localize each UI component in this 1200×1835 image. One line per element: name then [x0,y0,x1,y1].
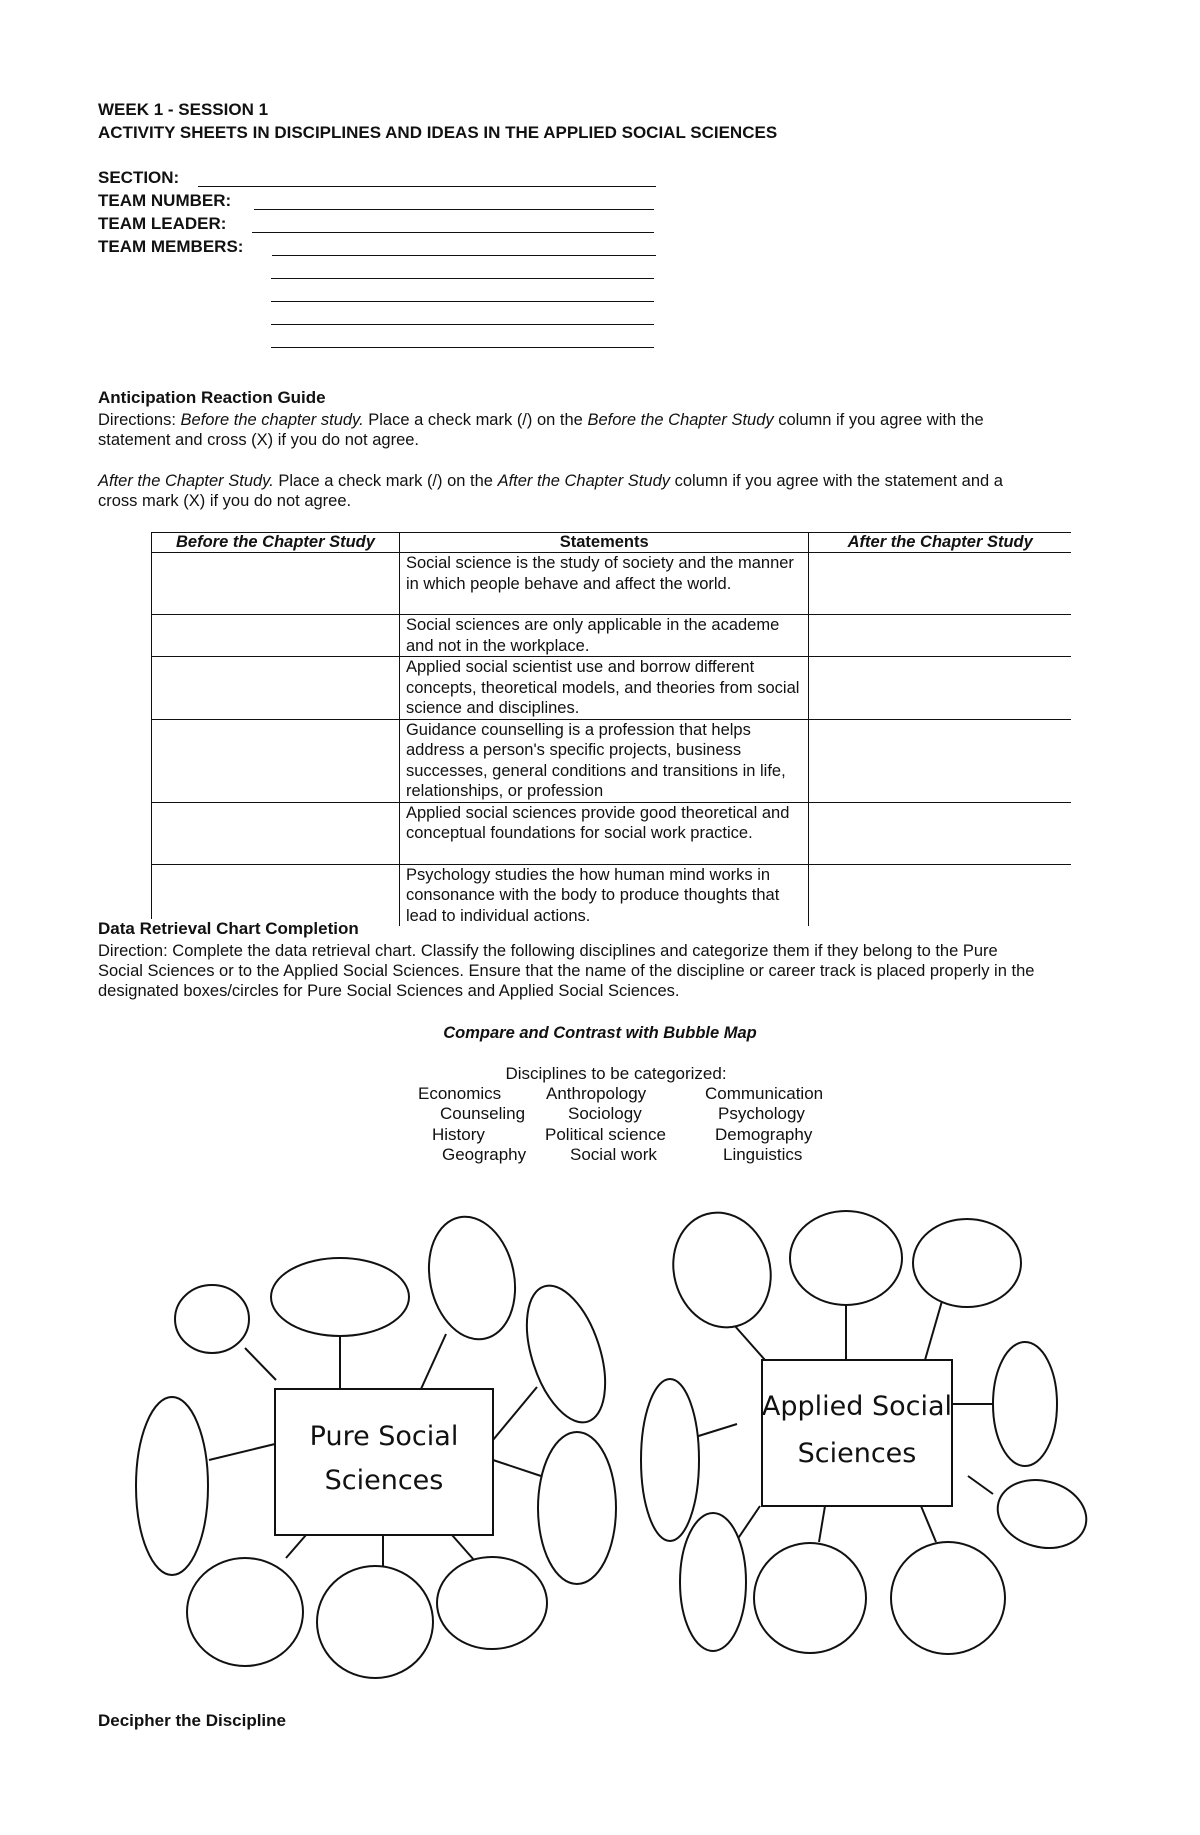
bubble-circle [990,1470,1094,1557]
statement-cell: Psychology studies the how human mind works in consonance with the body to produce thoughts that lead to individual actions. [399,864,808,926]
team-member-field[interactable] [271,301,654,302]
bubble-circle [512,1276,621,1432]
column-before: Before the Chapter Study [152,533,400,553]
guide-direction-1: Directions: Before the chapter study. Place a check mark (/) on the Before the Chapter Study column if you agree with the [98,411,984,429]
connector-line [421,1334,446,1389]
bubble-circle [641,1379,699,1541]
column-after: After the Chapter Study [809,533,1071,553]
pure-social-sciences-box [275,1389,493,1535]
before-check-cell[interactable] [152,615,400,657]
statement-cell: Guidance counselling is a profession that helps address a person's specific projects, business successes, general conditions and transitions in life, relationships, or profession [399,719,808,802]
discipline-item: Demography [715,1125,813,1144]
table-header-row [152,533,1072,553]
table-row [152,719,1072,802]
table-row [152,657,1072,720]
discipline-item: History [432,1125,485,1144]
chart-section-title: Data Retrieval Chart Completion [98,919,359,938]
team-member-field[interactable] [271,324,654,325]
applied-box-label-1: Applied Social [761,1391,953,1422]
discipline-item: Counseling [440,1104,526,1123]
connector-line [286,1535,306,1558]
bubble-circle [891,1542,1005,1654]
statement-cell: Applied social sciences provide good theoretical and conceptual foundations for social work practice. [399,802,808,864]
discipline-item: Psychology [718,1104,805,1123]
guide-direction-1-cont: statement and cross (X) if you do not agree. [98,431,420,449]
bubble-circle [538,1432,616,1584]
guide-title: Anticipation Reaction Guide [98,388,326,407]
statement-cell: Applied social scientist use and borrow different concepts, theoretical models, and theories from social science and disciplines. [399,657,808,720]
connector-line [819,1506,825,1542]
week-session-heading: WEEK 1 - SESSION 1 [98,100,269,119]
after-check-cell[interactable] [809,553,1071,615]
anticipation-reaction-table [151,532,1071,926]
connector-line [493,1387,537,1440]
column-statements: Statements [399,533,808,553]
team-number-label: TEAM NUMBER: [98,191,232,210]
applied-social-sciences-box [762,1360,952,1506]
bubble-circle [175,1285,249,1353]
guide-direction-2-cont: cross mark (X) if you do not agree. [98,492,352,510]
bubble-circle [993,1342,1057,1466]
table-row [152,615,1072,657]
connector-line [493,1460,541,1476]
statement-cell: Social science is the study of society and the manner in which people behave and affect the world. [399,553,808,615]
connector-line [737,1506,760,1540]
pure-box-label-2: Sciences [324,1465,444,1496]
disciplines-label: Disciplines to be categorized: [505,1064,727,1083]
discipline-item: Linguistics [723,1145,803,1164]
before-check-cell[interactable] [152,802,400,864]
connector-line [925,1301,942,1360]
discipline-item: Political science [545,1125,666,1144]
bubble-circle [661,1202,784,1339]
section-field[interactable] [198,186,656,187]
guide-direction-2: After the Chapter Study. Place a check mark (/) on the After the Chapter Study column if you agree with the statement and a [98,472,1003,490]
bubble-circle [317,1566,433,1678]
discipline-item: Anthropology [546,1084,647,1103]
table-row [152,864,1072,926]
connector-line [452,1535,474,1560]
before-check-cell[interactable] [152,719,400,802]
chart-direction-1: Direction: Complete the data retrieval chart. Classify the following disciplines and categorize them if they belong to the Pure [98,942,998,960]
connector-line [968,1476,993,1494]
bubble-circle [418,1209,526,1348]
pure-box-label-1: Pure Social [309,1421,459,1452]
team-members-label: TEAM MEMBERS: [98,237,244,256]
after-check-cell[interactable] [809,802,1071,864]
bubble-circle [187,1558,303,1666]
bubble-maps [0,1200,1200,1690]
bubble-circle [271,1258,409,1336]
discipline-item: Sociology [568,1104,642,1123]
section-label: SECTION: [98,168,180,187]
before-check-cell[interactable] [152,864,400,926]
after-check-cell[interactable] [809,657,1071,720]
table-row [152,802,1072,864]
bubble-circle [913,1219,1021,1307]
discipline-item: Economics [418,1084,502,1103]
after-check-cell[interactable] [809,615,1071,657]
chart-direction-2: Social Sciences or to the Applied Social Sciences. Ensure that the name of the discipline or career track is placed properly in the [98,962,1035,980]
bubble-circle [754,1543,866,1653]
team-member-field[interactable] [272,255,656,256]
team-number-field[interactable] [254,209,654,210]
before-check-cell[interactable] [152,657,400,720]
connector-line [209,1444,275,1460]
after-check-cell[interactable] [809,864,1071,926]
table-row [152,553,1072,615]
after-check-cell[interactable] [809,719,1071,802]
bubble-circle [790,1211,902,1305]
team-leader-field[interactable] [252,232,654,233]
statement-cell: Social sciences are only applicable in the academe and not in the workplace. [399,615,808,657]
team-leader-label: TEAM LEADER: [98,214,227,233]
bubble-circle [437,1557,547,1649]
connector-line [734,1325,765,1360]
connector-line [245,1348,276,1380]
team-member-field[interactable] [271,347,654,348]
bubble-circle [136,1397,208,1575]
before-check-cell[interactable] [152,553,400,615]
discipline-item: Social work [570,1145,657,1164]
discipline-item: Communication [705,1084,824,1103]
document-title: ACTIVITY SHEETS IN DISCIPLINES AND IDEAS IN THE APPLIED SOCIAL SCIENCES [98,123,778,142]
team-member-field[interactable] [271,278,654,279]
chart-direction-3: designated boxes/circles for Pure Social Sciences and Applied Social Sciences. [98,982,680,1000]
decipher-heading: Decipher the Discipline [98,1711,286,1730]
applied-box-label-2: Sciences [797,1438,917,1469]
bubble-map-subtitle: Compare and Contrast with Bubble Map [443,1024,757,1042]
connector-line [921,1506,936,1542]
discipline-item: Geography [442,1145,527,1164]
bubble-circle [680,1513,746,1651]
